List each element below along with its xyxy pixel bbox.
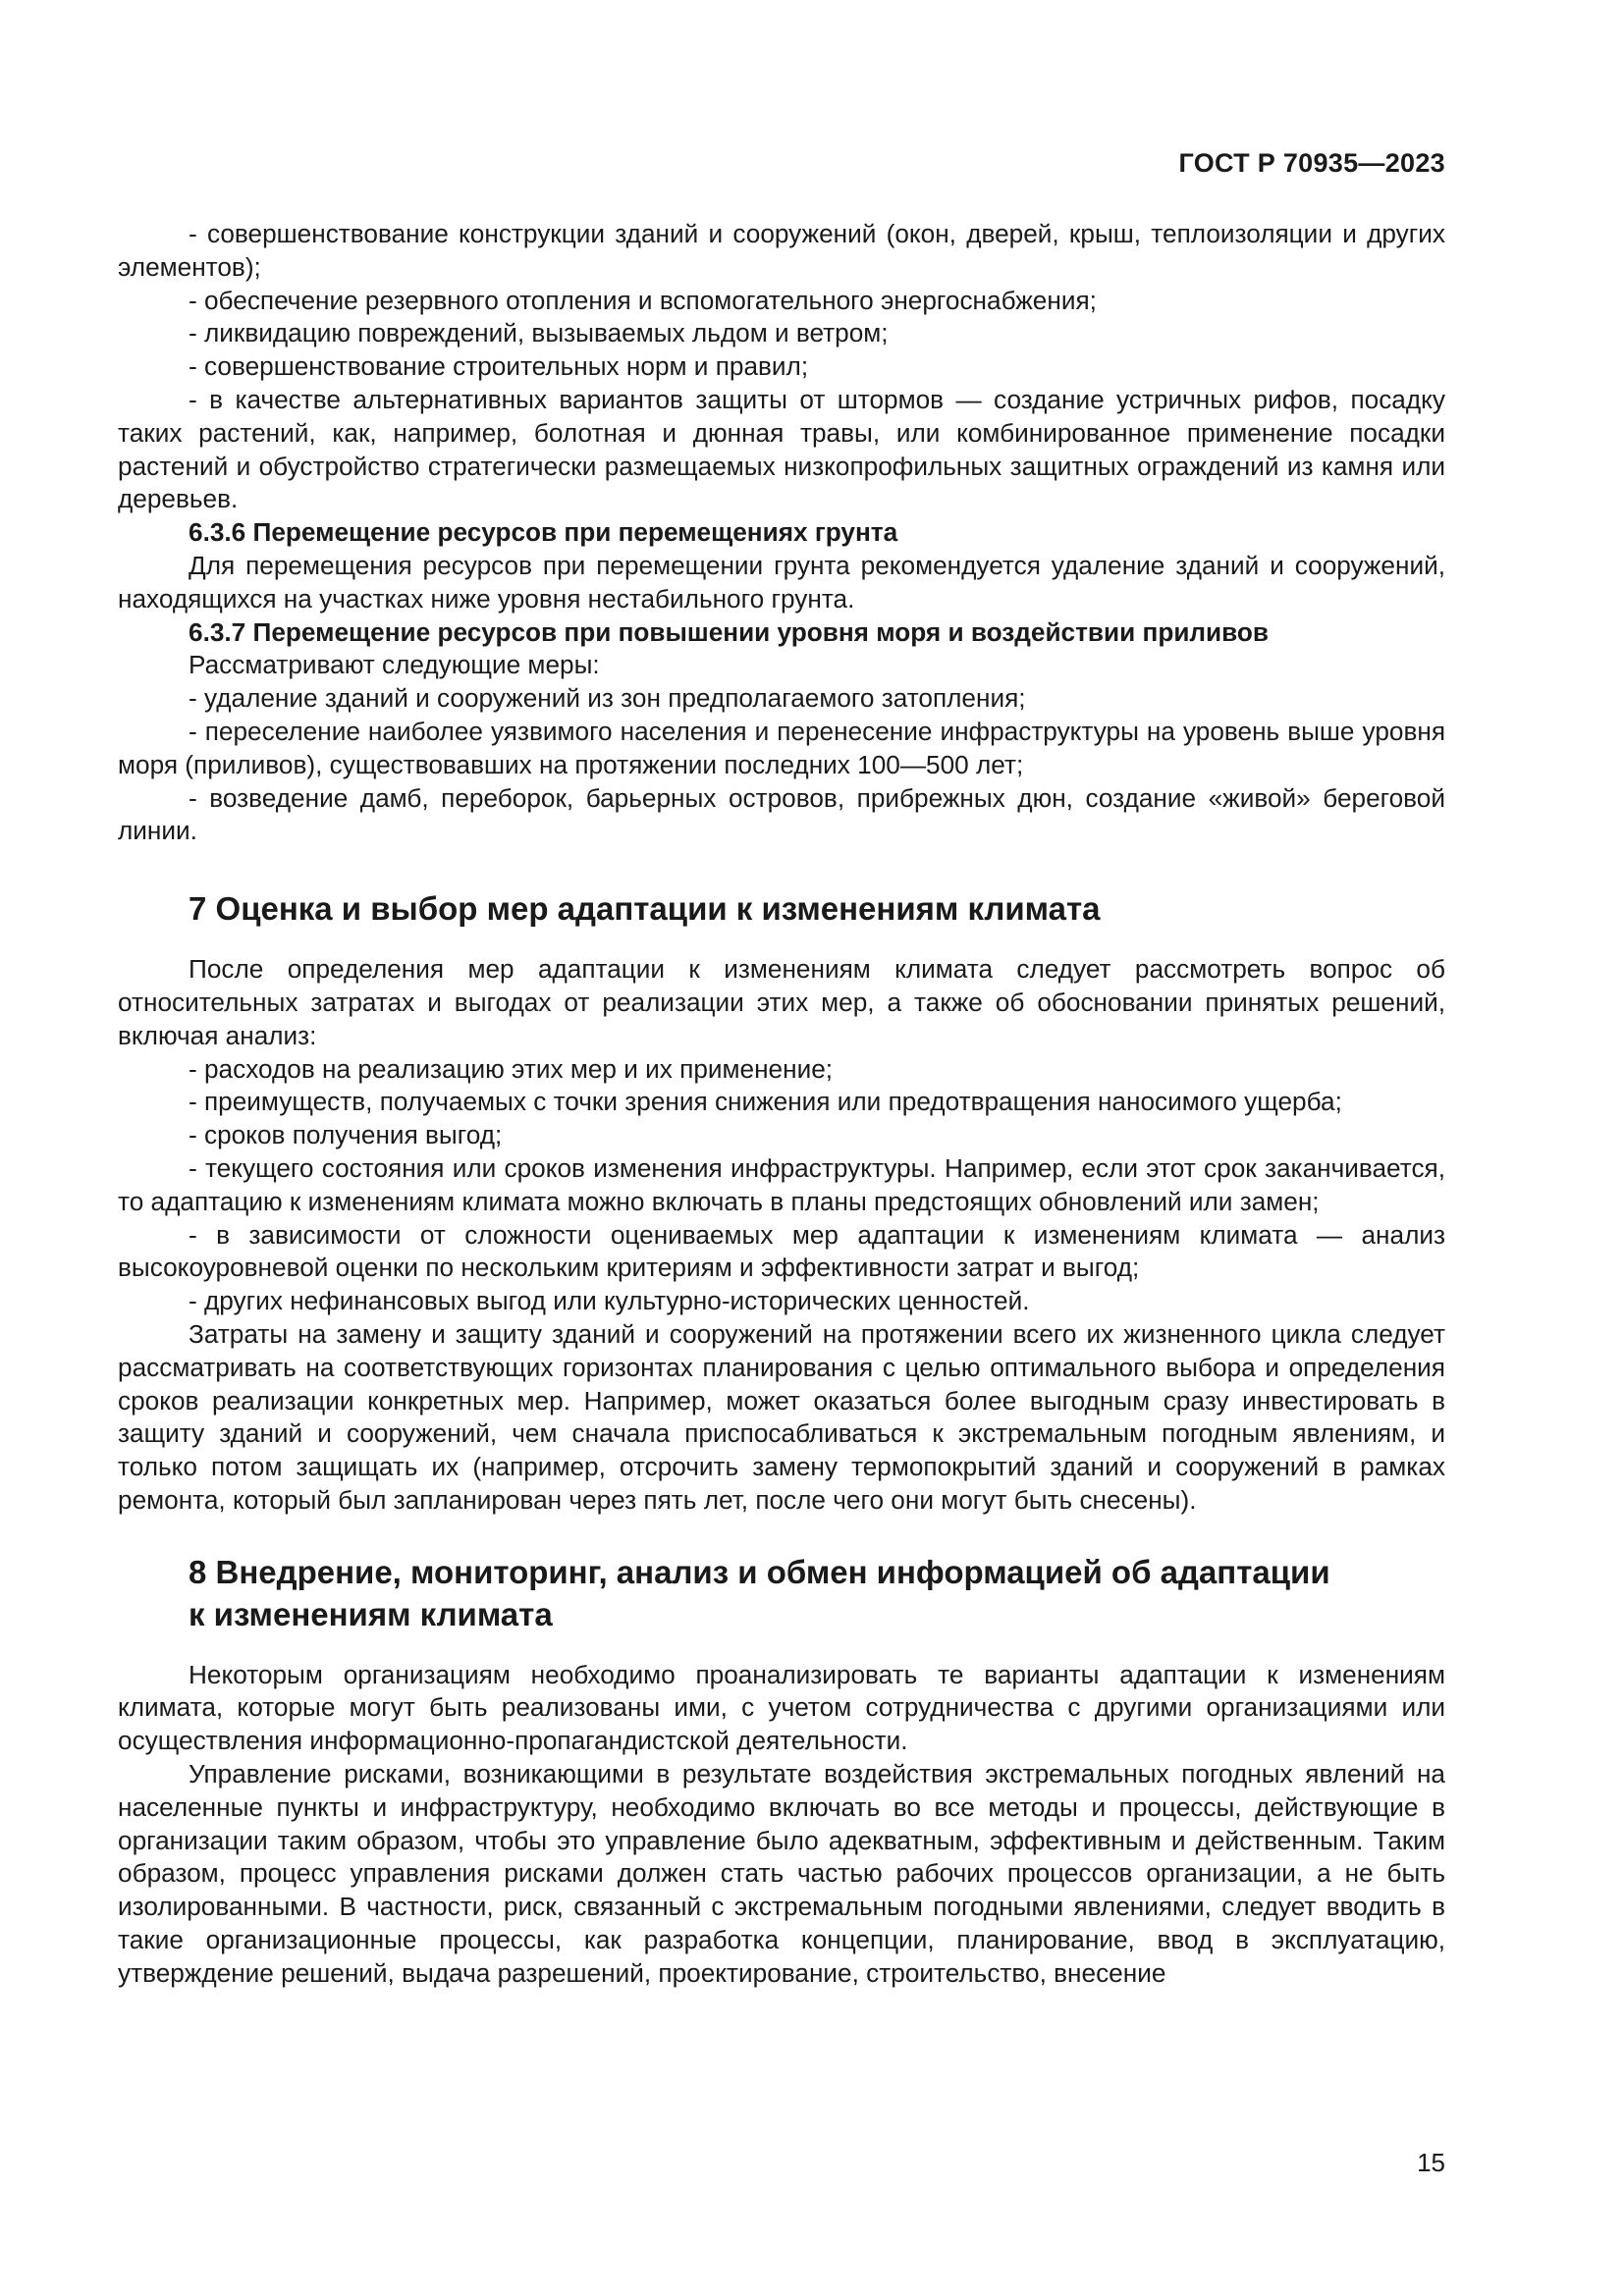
- list-item: - удаление зданий и сооружений из зон предполагаемого затопления;: [189, 683, 1026, 714]
- list-item: - сроков получения выгод;: [189, 1120, 503, 1150]
- section-heading-8-line-1: 8 Внедрение, мониторинг, анализ и обмен информацией об адаптации: [189, 1553, 1330, 1590]
- subsection-heading-6-3-7: 6.3.7 Перемещение ресурсов при повышении уровня моря и воздействии приливов: [189, 616, 1270, 647]
- paragraph: После определения мер адаптации к изменениям климата следует рассмотреть вопрос об относительных затратах и выгодах от реализации этих мер, а также об обосновании принятых решений, включая анализ:: [118, 954, 1445, 1050]
- paragraph: Некоторым организациям необходимо проанализировать те варианты адаптации к изменениям климата, которые могут быть реализованы ими, с учетом сотрудничества с другими организациями или осуществления информационно-пропагандистской деятельности.: [118, 1659, 1445, 1756]
- list-item: - расходов на реализацию этих мер и их применение;: [189, 1053, 834, 1084]
- list-item: - текущего состояния или сроков изменения инфраструктуры. Например, если этот срок заканчивается, то адаптацию к изменениям климата можно включать в планы предстоящих обновлений или замен;: [118, 1152, 1445, 1216]
- section-heading-8-line-2: к изменениям климата: [189, 1595, 553, 1632]
- list-item: - переселение наиболее уязвимого населения и перенесение инфраструктуры на уровень выше уровня моря (приливов), существовавших на протяжении последних 100—500 лет;: [118, 716, 1445, 779]
- paragraph: Рассматривают следующие меры:: [189, 650, 600, 680]
- list-item: - ликвидацию повреждений, вызываемых льдом и ветром;: [189, 318, 889, 348]
- section-heading-7: 7 Оценка и выбор мер адаптации к изменениям климата: [189, 890, 1101, 928]
- page-content: [118, 218, 1445, 1991]
- list-item: - в качестве альтернативных вариантов защиты от штормов — создание устричных рифов, посадку таких растений, как, например, болотная и дюнная травы, или комбинированное применение посадки растений и обустройство стратегически размещаемых низкопрофильных защитных ограждений из камня или деревьев.: [118, 384, 1445, 514]
- list-item: - других нефинансовых выгод или культурно-исторических ценностей.: [189, 1286, 1030, 1316]
- list-item: - преимуществ, получаемых с точки зрения снижения или предотвращения наносимого ущерба;: [189, 1087, 1342, 1117]
- section-heading-8: [118, 1551, 1445, 1635]
- list-item: - обеспечение резервного отопления и вспомогательного энергоснабжения;: [189, 285, 1097, 315]
- list-item: - в зависимости от сложности оцениваемых мер адаптации к изменениям климата — анализ высокоуровневой оценки по нескольким критериям и эффективности затрат и выгод;: [118, 1219, 1445, 1283]
- paragraph: Для перемещения ресурсов при перемещении грунта рекомендуется удаление зданий и сооружений, находящихся на участках ниже уровня нестабильного грунта.: [118, 550, 1445, 614]
- page-number: 15: [1417, 2148, 1445, 2177]
- list-item: - совершенствование строительных норм и правил;: [189, 351, 809, 382]
- list-item: - совершенствование конструкции зданий и сооружений (окон, дверей, крыш, теплоизоляции и других элементов);: [118, 219, 1445, 282]
- paragraph: Затраты на замену и защиту зданий и сооружений на протяжении всего их жизненного цикла следует рассматривать на соответствующих горизонтах планирования с целью оптимального выбора и определения сроков реализации конкретных мер. Например, может оказаться более выгодным сразу инвестировать в защиту зданий и сооружений, чем сначала приспосабливаться к экстремальным погодным явлениям, и только потом защищать их (например, отсрочить замену термопокрытий зданий и сооружений в рамках ремонта, который был запланирован через пять лет, после чего они могут быть снесены).: [118, 1318, 1445, 1515]
- subsection-heading-6-3-6: 6.3.6 Перемещение ресурсов при перемещениях грунта: [189, 517, 898, 548]
- standard-code-header: ГОСТ Р 70935—2023: [1178, 148, 1445, 178]
- paragraph: Управление рисками, возникающими в результате воздействия экстремальных погодных явлений на населенные пункты и инфраструктуру, необходимо включать во все методы и процессы, действующие в организации таким образом, чтобы это управление было адекватным, эффективным и действенным. Таким образом, процесс управления рисками должен стать частью рабочих процессов организации, а не быть изолированными. В частности, риск, связанный с экстремальным погодными явлениями, следует вводить в такие организационные процессы, как разработка концепции, планирование, ввод в эксплуатацию, утверждение решений, выдача разрешений, проектирование, строительство, внесение: [118, 1759, 1445, 1988]
- list-item: - возведение дамб, переборок, барьерных островов, прибрежных дюн, создание «живой» береговой линии.: [118, 782, 1445, 846]
